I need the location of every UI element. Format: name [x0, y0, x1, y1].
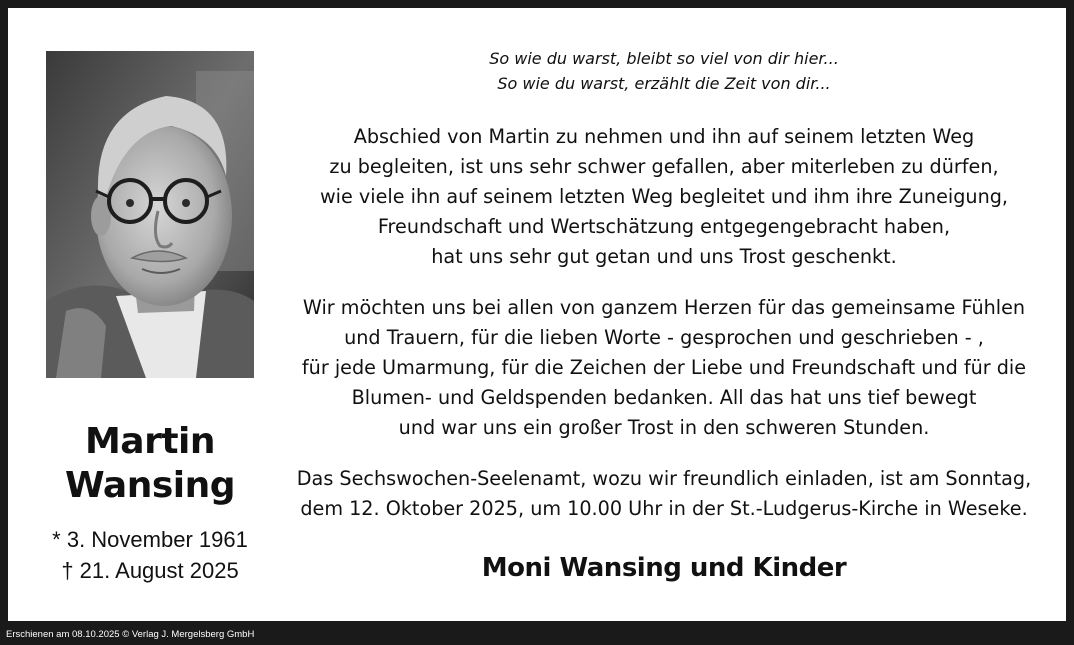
text-line: für jede Umarmung, für die Zeichen der Liebe und Freundschaft und für die: [301, 356, 1027, 379]
text-line: Das Sechswochen-Seelenamt, wozu wir freundlich einladen, ist am Sonntag,: [296, 467, 1032, 490]
first-name: Martin: [84, 421, 216, 462]
portrait-photo-icon: [46, 51, 254, 378]
deceased-name: [30, 420, 270, 508]
motto-verse: [288, 46, 1040, 96]
text-line: hat uns sehr gut getan und uns Trost geschenkt.: [431, 245, 897, 268]
birth-date: * 3. November 1961: [52, 527, 248, 552]
obituary-card: [8, 8, 1066, 621]
motto-line: So wie du warst, bleibt so viel von dir hier...: [489, 49, 839, 68]
portrait-photo: [46, 51, 254, 378]
text-line: zu begleiten, ist uns sehr schwer gefallen, aber miterleben zu dürfen,: [329, 155, 999, 178]
publication-footer: Erschienen am 08.10.2025 © Verlag J. Mergelsberg GmbH: [6, 629, 255, 640]
gratitude-paragraph: [288, 293, 1040, 443]
text-line: und war uns ein großer Trost in den schweren Stunden.: [398, 416, 930, 439]
life-dates: [30, 524, 270, 586]
text-line: Blumen- und Geldspenden bedanken. All das hat uns tief bewegt: [351, 386, 977, 409]
thanks-paragraph: [288, 122, 1040, 272]
last-name: Wansing: [64, 465, 235, 506]
motto-line: So wie du warst, erzählt die Zeit von dir...: [497, 74, 831, 93]
text-line: und Trauern, für die lieben Worte - gesprochen und geschrieben - ,: [344, 326, 984, 349]
text-line: dem 12. Oktober 2025, um 10.00 Uhr in der St.-Ludgerus-Kirche in Weseke.: [300, 497, 1028, 520]
text-line: Wir möchten uns bei allen von ganzem Herzen für das gemeinsame Fühlen: [302, 296, 1026, 319]
death-date: † 21. August 2025: [61, 558, 239, 583]
text-line: wie viele ihn auf seinem letzten Weg begleitet und ihm ihre Zuneigung,: [319, 185, 1009, 208]
mass-announcement: [288, 464, 1040, 524]
text-line: Freundschaft und Wertschätzung entgegengebracht haben,: [377, 215, 951, 238]
signature: Moni Wansing und Kinder: [481, 553, 847, 583]
text-line: Abschied von Martin zu nehmen und ihn auf seinem letzten Weg: [353, 125, 975, 148]
